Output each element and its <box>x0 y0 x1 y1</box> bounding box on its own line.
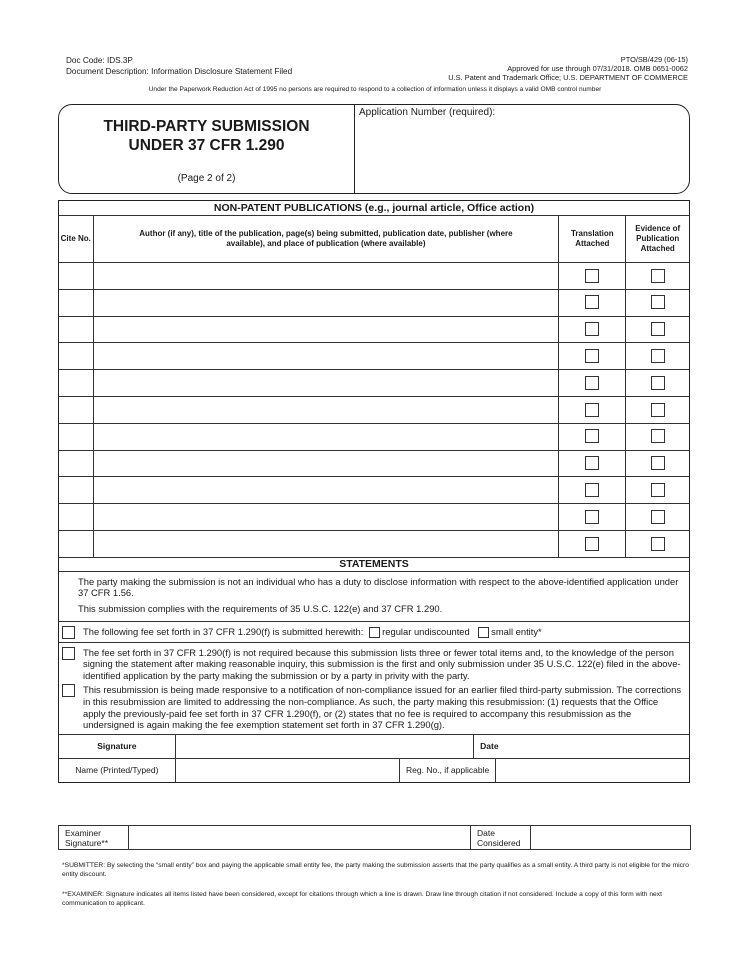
examiner-signature-field[interactable] <box>129 826 471 850</box>
translation-attached-checkbox[interactable] <box>585 376 599 390</box>
publication-row <box>59 263 689 290</box>
evidence-attached-checkbox[interactable] <box>651 349 665 363</box>
translation-cell <box>559 450 626 477</box>
date-considered-label: Date Considered <box>471 826 531 850</box>
evidence-cell <box>626 263 689 290</box>
author-header: Author (if any), title of the publication, page(s) being submitted, publication date, publisher (where available), and place of publication (where available) <box>93 216 559 263</box>
cite-no-field[interactable] <box>59 423 93 450</box>
evidence-cell <box>626 450 689 477</box>
cite-no-field[interactable] <box>59 316 93 343</box>
publication-description-field[interactable] <box>93 396 559 423</box>
page-indicator: (Page 2 of 2) <box>177 173 236 184</box>
name-label: Name (Printed/Typed) <box>59 758 175 782</box>
publication-description-field[interactable] <box>93 450 559 477</box>
evidence-attached-checkbox[interactable] <box>651 483 665 497</box>
small-entity-label: small entity* <box>491 625 542 637</box>
fee-submitted-checkbox[interactable] <box>62 626 75 639</box>
cite-no-field[interactable] <box>59 477 93 504</box>
translation-cell <box>559 477 626 504</box>
publications-table <box>59 216 689 558</box>
publication-description-field[interactable] <box>93 530 559 557</box>
submitter-footnote: *SUBMITTER: By selecting the “small entity” box and paying the applicable small entity fee, the party making the submission asserts that the party qualifies as a small entity. A third party is not eligible for the micro entity discount. <box>62 862 689 878</box>
resubmission-text: This resubmission is being made responsive to a notification of non-compliance issued for an earlier filed third-party submission. The corrections in this resubmission are limited to addressing the non-compliance. As such, the party making this resubmission: (1) requests that the Office apply the previously-paid fee set forth in 37 CFR 1.290(f), or (2) states that no fee is required to accompany this resubmission as the undersigned is again making the fee exemption statement set forth in 37 CFR 1.290(g). <box>83 684 682 731</box>
publication-row <box>59 289 689 316</box>
evidence-cell <box>626 396 689 423</box>
translation-cell <box>559 343 626 370</box>
translation-cell <box>559 289 626 316</box>
title-divider <box>354 105 355 193</box>
publication-row <box>59 530 689 557</box>
statements-title: STATEMENTS <box>59 558 689 572</box>
translation-attached-checkbox[interactable] <box>585 510 599 524</box>
cite-no-field[interactable] <box>59 504 93 531</box>
evidence-cell <box>626 530 689 557</box>
translation-attached-checkbox[interactable] <box>585 403 599 417</box>
evidence-cell <box>626 423 689 450</box>
publication-description-field[interactable] <box>93 289 559 316</box>
date-cell <box>474 735 689 759</box>
translation-cell <box>559 370 626 397</box>
publication-row <box>59 343 689 370</box>
form-identifier <box>448 55 688 83</box>
fee-not-required-option <box>59 647 689 682</box>
translation-attached-checkbox[interactable] <box>585 322 599 336</box>
translation-attached-checkbox[interactable] <box>585 349 599 363</box>
title-box <box>58 104 690 194</box>
evidence-cell <box>626 343 689 370</box>
evidence-attached-checkbox[interactable] <box>651 403 665 417</box>
examiner-signature-label: Examiner Signature** <box>59 826 129 850</box>
publications-section-title: NON-PATENT PUBLICATIONS (e.g., journal article, Office action) <box>59 201 689 216</box>
evidence-attached-checkbox[interactable] <box>651 510 665 524</box>
evidence-attached-checkbox[interactable] <box>651 322 665 336</box>
evidence-attached-checkbox[interactable] <box>651 295 665 309</box>
cite-no-field[interactable] <box>59 530 93 557</box>
translation-header: Translation Attached <box>559 216 626 263</box>
evidence-attached-checkbox[interactable] <box>651 537 665 551</box>
cite-no-field[interactable] <box>59 289 93 316</box>
small-entity-checkbox[interactable] <box>478 627 489 638</box>
fee-submitted-text: The following fee set forth in 37 CFR 1.290(f) is submitted herewith: <box>83 625 364 637</box>
cite-no-field[interactable] <box>59 396 93 423</box>
evidence-attached-checkbox[interactable] <box>651 456 665 470</box>
publication-row <box>59 450 689 477</box>
translation-cell <box>559 396 626 423</box>
evidence-cell <box>626 370 689 397</box>
publications-form <box>58 200 690 783</box>
translation-cell <box>559 316 626 343</box>
publication-row <box>59 316 689 343</box>
paperwork-notice: Under the Paperwork Reduction Act of 1995 no persons are required to respond to a collection of information unless it displays a valid OMB control number <box>148 86 602 93</box>
publication-row <box>59 477 689 504</box>
date-considered-field[interactable] <box>531 826 691 850</box>
publication-description-field[interactable] <box>93 423 559 450</box>
signature-label: Signature <box>59 735 175 759</box>
reg-no-field[interactable] <box>496 758 689 782</box>
examiner-table <box>58 825 691 850</box>
regular-undiscounted-label: regular undiscounted <box>382 625 470 637</box>
cite-no-field[interactable] <box>59 450 93 477</box>
form-number: PTO/SB/429 (06-15) <box>620 55 688 64</box>
reg-no-label: Reg. No., if applicable <box>400 758 496 782</box>
publication-description-field[interactable] <box>93 370 559 397</box>
translation-attached-checkbox[interactable] <box>585 269 599 283</box>
doc-description: Document Description: Information Disclosure Statement Filed <box>66 67 293 76</box>
publication-row <box>59 370 689 397</box>
regular-undiscounted-checkbox[interactable] <box>369 627 380 638</box>
application-number-label: Application Number (required): <box>359 107 496 118</box>
resubmission-option <box>59 684 689 730</box>
translation-attached-checkbox[interactable] <box>585 295 599 309</box>
cite-no-header: Cite No. <box>59 216 93 263</box>
resubmission-checkbox[interactable] <box>62 684 75 697</box>
cite-no-field[interactable] <box>59 370 93 397</box>
evidence-attached-checkbox[interactable] <box>651 429 665 443</box>
publication-row <box>59 504 689 531</box>
publication-description-field[interactable] <box>93 504 559 531</box>
translation-attached-checkbox[interactable] <box>585 456 599 470</box>
translation-attached-checkbox[interactable] <box>585 483 599 497</box>
agency-name: U.S. Patent and Trademark Office; U.S. DEPARTMENT OF COMMERCE <box>448 73 688 83</box>
statement-duty: The party making the submission is not an individual who has a duty to disclose information with respect to the above-identified application under 37 CFR 1.56. <box>78 575 679 599</box>
document-header <box>66 55 292 77</box>
evidence-cell <box>626 316 689 343</box>
translation-attached-checkbox[interactable] <box>585 429 599 443</box>
signature-table <box>59 735 689 782</box>
translation-cell <box>559 530 626 557</box>
publication-description-field[interactable] <box>93 477 559 504</box>
statement-compliance: This submission complies with the requirements of 35 U.S.C. 122(e) and 37 CFR 1.290. <box>78 602 443 614</box>
cite-no-field[interactable] <box>59 263 93 290</box>
fee-not-required-text: The fee set forth in 37 CFR 1.290(f) is not required because this submission lists three or fewer total items and, to the knowledge of the person signing the statement after making reasonable inquiry, this submission is the first and only submission under 35 U.S.C. 122(e) filed in the above-identified application by the party making the submission or by a party in privity with the party. <box>83 646 681 681</box>
translation-attached-checkbox[interactable] <box>585 537 599 551</box>
translation-cell <box>559 423 626 450</box>
signature-field[interactable] <box>175 735 473 759</box>
evidence-cell <box>626 289 689 316</box>
publication-description-field[interactable] <box>93 343 559 370</box>
translation-cell <box>559 263 626 290</box>
publication-description-field[interactable] <box>93 316 559 343</box>
translation-cell <box>559 504 626 531</box>
doc-code: Doc Code: IDS.3P <box>66 56 133 65</box>
publication-row <box>59 423 689 450</box>
cite-no-field[interactable] <box>59 343 93 370</box>
form-title: THIRD-PARTY SUBMISSION UNDER 37 CFR 1.290 <box>103 118 310 154</box>
fee-submitted-option <box>59 626 689 638</box>
evidence-cell <box>626 477 689 504</box>
evidence-header: Evidence of Publication Attached <box>626 216 689 263</box>
evidence-attached-checkbox[interactable] <box>651 269 665 283</box>
omb-approval: Approved for use through 07/31/2018. OMB 0651-0062 <box>507 64 688 74</box>
publication-description-field[interactable] <box>93 263 559 290</box>
publication-row <box>59 396 689 423</box>
examiner-footnote: **EXAMINER: Signature indicates all items listed have been considered, except for citations through which a line is drawn. Draw line through citation if not considered. Include a copy of this form with next communication to applicant. <box>62 891 662 907</box>
name-field[interactable] <box>175 758 399 782</box>
date-label: Date <box>480 741 499 752</box>
evidence-attached-checkbox[interactable] <box>651 376 665 390</box>
application-number-field[interactable] <box>359 121 684 187</box>
evidence-cell <box>626 504 689 531</box>
fee-not-required-checkbox[interactable] <box>62 647 75 660</box>
